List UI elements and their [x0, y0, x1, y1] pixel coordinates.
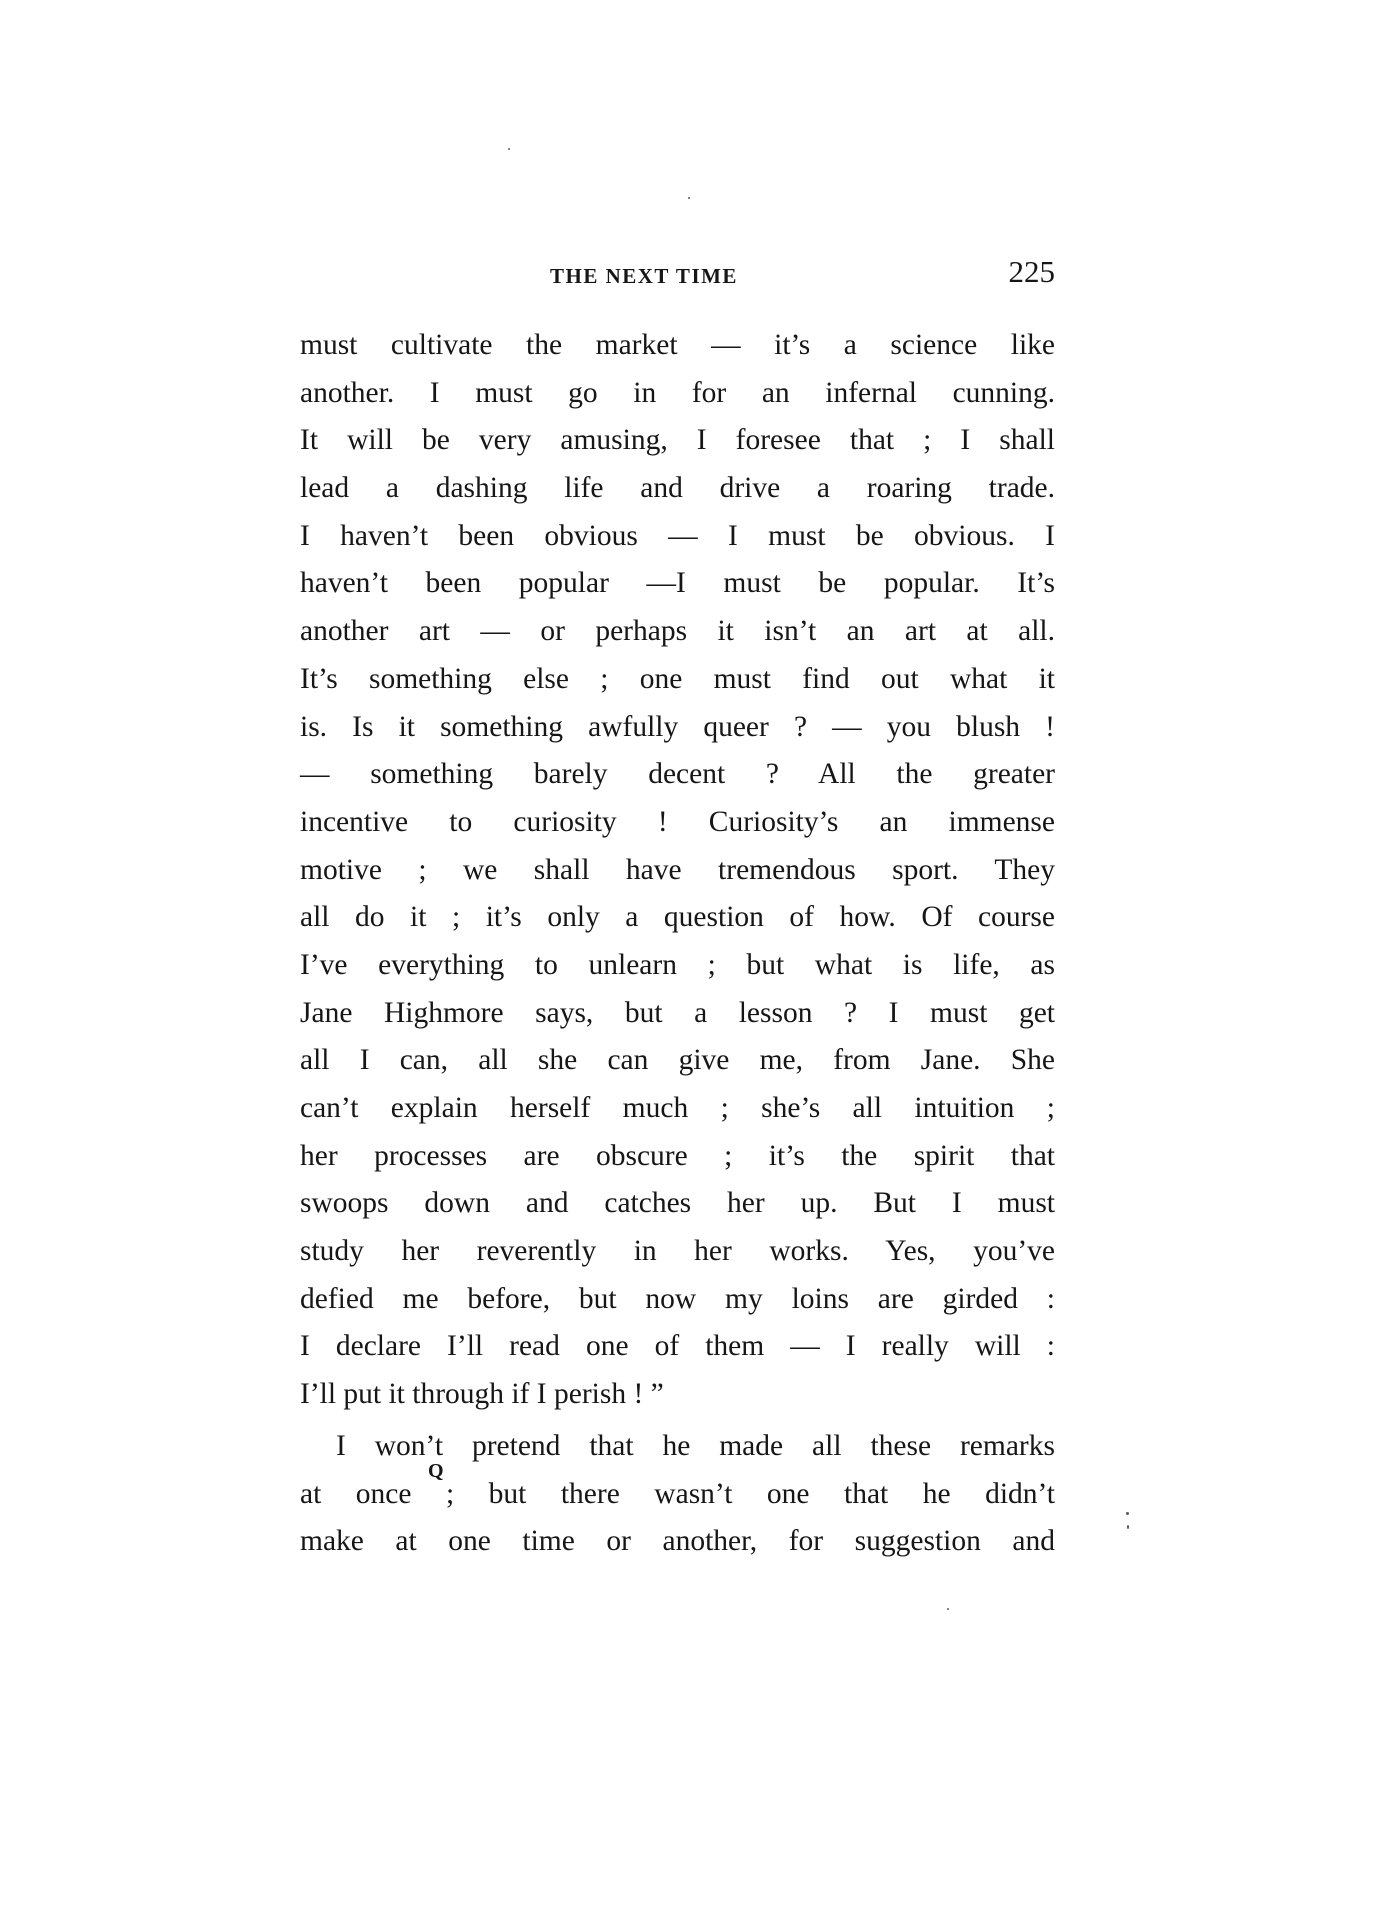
text-line: haven’t been popular —I must be popular. It’s: [300, 567, 1055, 600]
text-line: motive ; we shall have tremendous sport. They: [300, 853, 1055, 886]
text-line: at once ; but there wasn’t one that he didn’t: [300, 1477, 1055, 1510]
page-header: [300, 250, 1055, 294]
scan-speck: [1126, 1512, 1129, 1515]
text-line: It’s something else ; one must find out what it: [300, 662, 1055, 695]
text-line: — something barely decent ? All the greater: [300, 758, 1055, 791]
text-line: I declare I’ll read one of them — I really will :: [300, 1330, 1055, 1363]
body-text: [300, 322, 1055, 1566]
text-line: defied me before, but now my loins are girded :: [300, 1282, 1055, 1315]
text-line: lead a dashing life and drive a roaring trade.: [300, 472, 1055, 505]
running-head: THE NEXT TIME: [550, 264, 738, 288]
text-line: another. I must go in for an infernal cunning.: [300, 376, 1055, 409]
text-line-paragraph-start: I won’t pretend that he made all these remarks: [336, 1429, 1055, 1462]
text-line: her processes are obscure ; it’s the spirit that: [300, 1139, 1055, 1172]
scan-speck: [947, 1608, 949, 1610]
page-number: 225: [1008, 254, 1055, 289]
text-line: I haven’t been obvious — I must be obvious. I: [300, 519, 1055, 552]
text-line: I’ve everything to unlearn ; but what is life, as: [300, 948, 1055, 981]
text-line: make at one time or another, for suggestion and: [300, 1525, 1055, 1558]
text-line-paragraph-end: I’ll put it through if I perish ! ”: [300, 1378, 664, 1411]
scan-speck: [1127, 1525, 1129, 1529]
scan-speck: [508, 148, 510, 150]
text-line: Jane Highmore says, but a lesson ? I must get: [300, 996, 1055, 1029]
text-line: is. Is it something awfully queer ? — you blush !: [300, 710, 1055, 743]
text-line: study her reverently in her works. Yes, you’ve: [300, 1235, 1055, 1268]
text-line: can’t explain herself much ; she’s all intuition ;: [300, 1092, 1055, 1124]
text-line: must cultivate the market — it’s a science like: [300, 329, 1055, 361]
text-line: swoops down and catches her up. But I must: [300, 1187, 1055, 1220]
signature-mark: Q: [428, 1460, 444, 1482]
text-line: It will be very amusing, I foresee that ; I shall: [300, 424, 1055, 457]
scan-speck: [688, 197, 690, 199]
text-line: all do it ; it’s only a question of how. Of course: [300, 901, 1055, 934]
text-line: all I can, all she can give me, from Jane. She: [300, 1044, 1055, 1077]
text-line: incentive to curiosity ! Curiosity’s an immense: [300, 805, 1055, 838]
text-line: another art — or perhaps it isn’t an art at all.: [300, 615, 1055, 648]
